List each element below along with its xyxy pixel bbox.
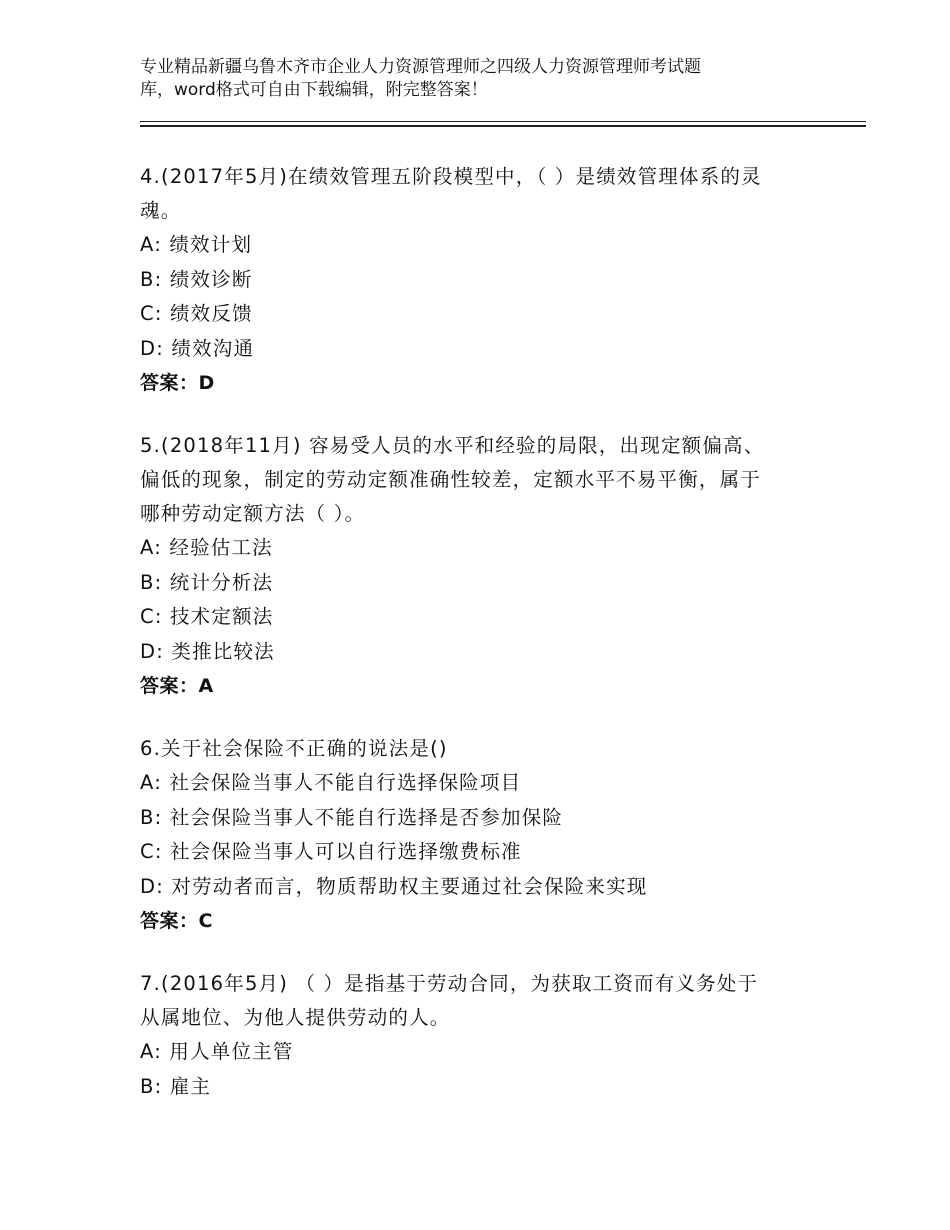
- question-stem-line: 从属地位、为他人提供劳动的人。: [140, 1006, 451, 1029]
- option-d: D: 绩效沟通: [140, 336, 255, 360]
- question-stem-line: 魂。: [140, 199, 182, 222]
- option-b: B: 绩效诊断: [140, 267, 253, 291]
- header-divider-thin: [140, 121, 866, 122]
- option-d: D: 对劳动者而言，物质帮助权主要通过社会保险来实现: [140, 874, 648, 898]
- option-a: A: 用人单位主管: [140, 1040, 294, 1063]
- option-a: A: 社会保险当事人不能自行选择保险项目: [140, 771, 522, 794]
- question-stem: [140, 160, 840, 228]
- question-item: [140, 160, 840, 400]
- question-stem-line: 6.关于社会保险不正确的说法是(): [140, 737, 448, 760]
- header-divider-thick: [140, 125, 866, 127]
- question-item: [140, 967, 840, 1104]
- answer-line: 答案：D: [140, 372, 215, 394]
- question-stem: [140, 967, 840, 1035]
- answer-line: 答案：A: [140, 675, 214, 697]
- option-b: B: 统计分析法: [140, 570, 274, 594]
- header-title-line-2: 库，word格式可自由下载编辑，附完整答案！: [140, 80, 488, 100]
- question-stem: [140, 429, 840, 531]
- option-b: B: 雇主: [140, 1074, 212, 1098]
- question-stem-line: 7.(2016年5月) （ ）是指基于劳动合同，为获取工资而有义务处于: [140, 972, 759, 995]
- answer-line: 答案：C: [140, 910, 213, 932]
- option-c: C: 技术定额法: [140, 605, 274, 628]
- question-stem-line: 4.(2017年5月)在绩效管理五阶段模型中，（ ）是绩效管理体系的灵: [140, 165, 762, 188]
- option-b: B: 社会保险当事人不能自行选择是否参加保险: [140, 805, 564, 829]
- document-header: [140, 56, 860, 102]
- option-c: C: 社会保险当事人可以自行选择缴费标准: [140, 840, 522, 863]
- header-title-line-1: 专业精品新疆乌鲁木齐市企业人力资源管理师之四级人力资源管理师考试题: [140, 57, 701, 77]
- question-stem: [140, 732, 840, 766]
- question-stem-line: 哪种劳动定额方法（ ）。: [140, 502, 366, 525]
- option-a: A: 经验估工法: [140, 536, 273, 559]
- question-item: [140, 429, 840, 703]
- option-d: D: 类推比较法: [140, 639, 275, 663]
- option-a: A: 绩效计划: [140, 233, 253, 256]
- question-list: [140, 160, 840, 1133]
- option-c: C: 绩效反馈: [140, 302, 253, 325]
- question-item: [140, 732, 840, 938]
- question-stem-line: 5.(2018年11月) 容易受人员的水平和经验的局限，出现定额偏高、: [140, 434, 765, 457]
- question-stem-line: 偏低的现象，制定的劳动定额准确性较差，定额水平不易平衡，属于: [140, 468, 762, 491]
